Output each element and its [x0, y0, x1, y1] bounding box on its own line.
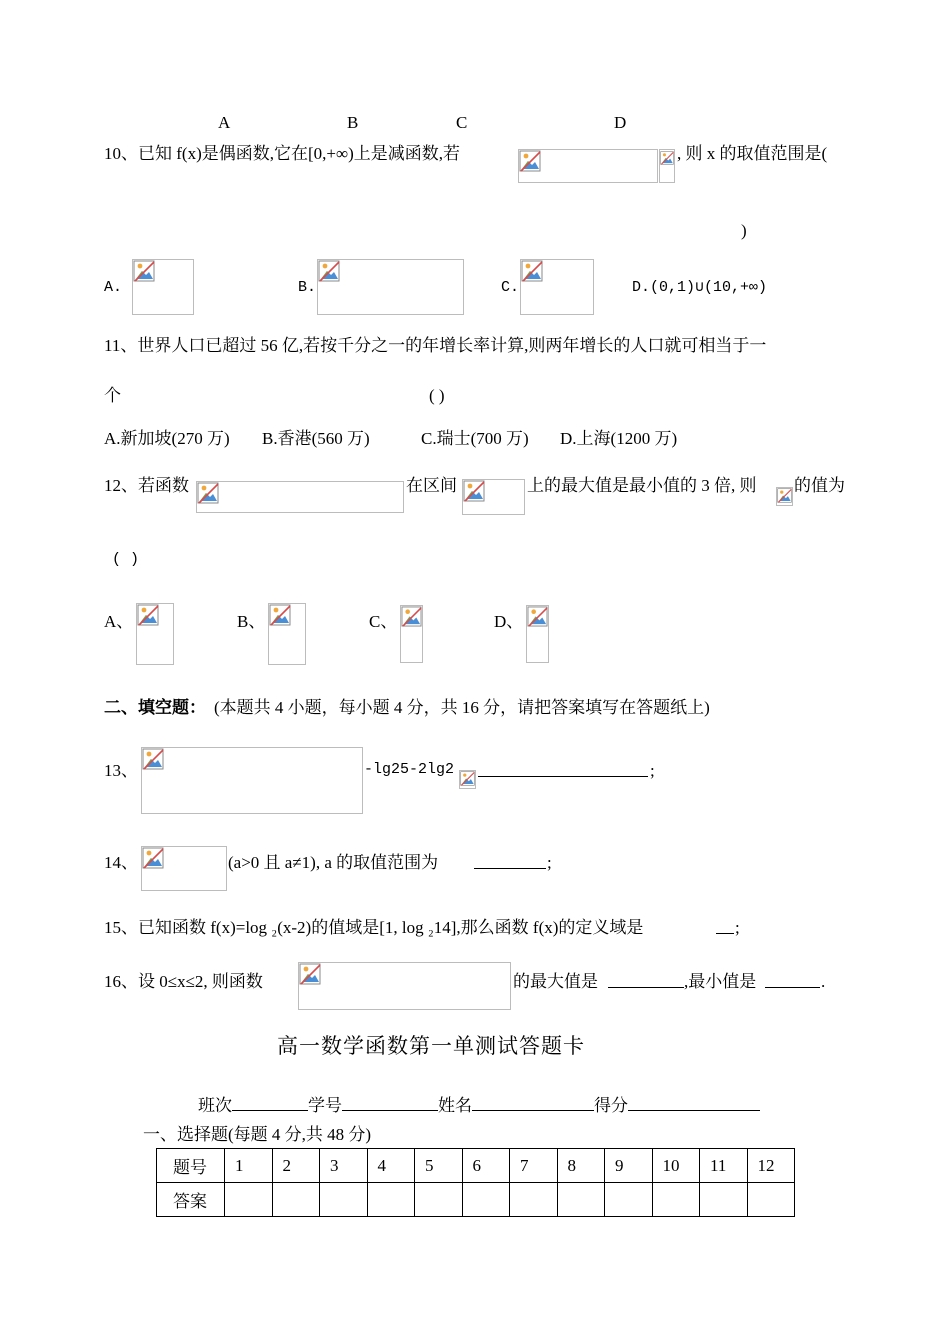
q10-text-start: 10、已知 f(x)是偶函数,它在[0,+∞)上是减函数,若: [104, 144, 461, 163]
field-name-label: 姓名: [438, 1096, 472, 1115]
answer-cell[interactable]: [272, 1183, 320, 1217]
q10-option-c-image: [520, 259, 594, 315]
answer-table-col: 4: [367, 1149, 415, 1183]
q11-option-c: C.瑞士(700 万): [421, 429, 529, 448]
answer-cell[interactable]: [510, 1183, 558, 1217]
q13-small-image: [459, 770, 476, 789]
q11-answer-paren: ( ): [429, 386, 445, 405]
section2-note: (本题共 4 小题，每小题 4 分，共 16 分，请把答案填写在答题纸上): [214, 698, 710, 717]
broken-image-icon: [460, 771, 475, 786]
option-label-a: A: [218, 113, 231, 132]
answer-table-header-row: [157, 1149, 795, 1183]
q12-option-b: B、: [237, 612, 266, 631]
answer-card-section1: 一、选择题(每题 4 分,共 48 分): [143, 1125, 372, 1144]
broken-image-icon: [299, 963, 321, 985]
answer-cell[interactable]: [320, 1183, 368, 1217]
q11-option-b: B.香港(560 万): [262, 429, 370, 448]
broken-image-icon: [519, 150, 541, 172]
answer-table-row-label: 答案: [157, 1183, 225, 1217]
answer-cell[interactable]: [652, 1183, 700, 1217]
q12-interval-image: [462, 479, 525, 515]
answer-card-title: 高一数学函数第一单测试答题卡: [277, 1034, 585, 1058]
q15-text: 15、已知函数 f(x)=log ₂(x-2)的值域是[1, log ₂14],那么函数 f(x)的定义域是: [104, 918, 644, 937]
field-score-blank[interactable]: [628, 1096, 760, 1111]
q12-option-b-image: [268, 603, 306, 665]
q14-end: ;: [547, 853, 552, 872]
answer-table-col: 1: [225, 1149, 273, 1183]
broken-image-icon: [660, 150, 674, 164]
q12-option-a: A、: [104, 612, 134, 631]
q12-option-d-image: [526, 605, 549, 663]
q11-option-d: D.上海(1200 万): [560, 429, 678, 448]
field-class-label: 班次: [198, 1096, 232, 1115]
q13-text: -lg25-2lg2: [364, 761, 455, 778]
q10-option-d: D.(0,1)∪(10,+∞): [632, 279, 768, 296]
answer-table-col: 12: [747, 1149, 795, 1183]
q16-min-blank[interactable]: [765, 973, 820, 991]
answer-table-col: 11: [700, 1149, 748, 1183]
answer-table-answer-row: [157, 1183, 795, 1217]
answer-cell[interactable]: [225, 1183, 273, 1217]
field-score-label: 得分: [594, 1096, 628, 1115]
answer-table-col: 7: [510, 1149, 558, 1183]
answer-cell[interactable]: [605, 1183, 653, 1217]
answer-table-row-label: 题号: [157, 1149, 225, 1183]
q10-option-a: A.: [104, 279, 123, 296]
q10-option-b: B.: [298, 279, 317, 296]
q16-text-min: ,最小值是: [684, 972, 757, 991]
q12-text-start: 12、若函数: [104, 476, 189, 495]
broken-image-icon: [318, 260, 340, 282]
q13-end: ;: [650, 761, 655, 780]
q16-max-blank[interactable]: [608, 973, 684, 991]
q10-text-end: , 则 x 的取值范围是(: [677, 144, 828, 163]
field-id-label: 学号: [308, 1096, 342, 1115]
broken-image-icon: [142, 847, 164, 869]
answer-table-col: 2: [272, 1149, 320, 1183]
section2-heading: 二、填空题：: [104, 698, 206, 717]
broken-image-icon: [269, 604, 291, 626]
option-label-c: C: [456, 113, 468, 132]
q12-option-d: D、: [494, 612, 524, 631]
broken-image-icon: [142, 748, 164, 770]
broken-image-icon: [137, 604, 159, 626]
q12-text-end: 的值为: [794, 476, 845, 495]
q13-expression-image: [141, 747, 363, 814]
q14-text: (a>0 且 a≠1), a 的取值范围为: [228, 853, 439, 872]
q10-formula-image-2: [659, 149, 675, 183]
field-id-blank[interactable]: [342, 1096, 438, 1111]
option-label-b: B: [347, 113, 359, 132]
answer-cell[interactable]: [557, 1183, 605, 1217]
answer-table-col: 9: [605, 1149, 653, 1183]
answer-cell[interactable]: [415, 1183, 463, 1217]
q16-function-image: [298, 962, 511, 1010]
q10-close-paren: ): [741, 221, 747, 240]
answer-cell[interactable]: [700, 1183, 748, 1217]
q11-option-a: A.新加坡(270 万): [104, 429, 230, 448]
q13-number: 13、: [104, 761, 138, 780]
q12-text-mid: 上的最大值是最小值的 3 倍, 则: [527, 476, 757, 495]
broken-image-icon: [133, 260, 155, 282]
q16-text-start: 16、设 0≤x≤2, 则函数: [104, 972, 263, 991]
q16-text-max: 的最大值是: [513, 972, 598, 991]
q11-text: 11、世界人口已超过 56 亿,若按千分之一的年增长率计算,则两年增长的人口就可相当于一: [104, 336, 767, 355]
broken-image-icon: [463, 480, 485, 502]
q14-number: 14、: [104, 853, 138, 872]
q16-end: .: [821, 972, 826, 991]
q14-answer-blank[interactable]: [474, 854, 546, 872]
broken-image-icon: [401, 606, 422, 627]
field-name-blank[interactable]: [472, 1096, 594, 1111]
q12-text-interval: 在区间: [406, 476, 457, 495]
answer-cell[interactable]: [747, 1183, 795, 1217]
broken-image-icon: [197, 482, 219, 504]
answer-table-col: 6: [462, 1149, 510, 1183]
q14-expression-image: [141, 846, 227, 891]
answer-card-fields: [198, 1096, 760, 1114]
q13-answer-blank[interactable]: [478, 762, 648, 780]
broken-image-icon: [527, 606, 548, 627]
answer-table-col: 5: [415, 1149, 463, 1183]
q10-option-a-image: [132, 259, 194, 315]
q12-option-c: C、: [369, 612, 398, 631]
answer-table-col: 8: [557, 1149, 605, 1183]
q12-option-c-image: [400, 605, 423, 663]
broken-image-icon: [521, 260, 543, 282]
q12-param-image: [776, 487, 793, 506]
answer-cell[interactable]: [367, 1183, 415, 1217]
answer-cell[interactable]: [462, 1183, 510, 1217]
q10-formula-image: [518, 149, 658, 183]
q11-text-cont: 个: [104, 386, 121, 405]
q12-function-image: [196, 481, 404, 513]
answer-table-col: 3: [320, 1149, 368, 1183]
option-label-d: D: [614, 113, 627, 132]
q12-answer-paren: ( ): [112, 551, 140, 568]
q10-option-c: C.: [501, 279, 520, 296]
field-class-blank[interactable]: [232, 1096, 308, 1111]
q10-option-b-image: [317, 259, 464, 315]
answer-table-col: 10: [652, 1149, 700, 1183]
q15-answer-blank[interactable]: [716, 919, 734, 937]
q12-option-a-image: [136, 603, 174, 665]
broken-image-icon: [777, 488, 792, 503]
q15-end: ;: [735, 918, 740, 937]
answer-table: [156, 1148, 795, 1217]
